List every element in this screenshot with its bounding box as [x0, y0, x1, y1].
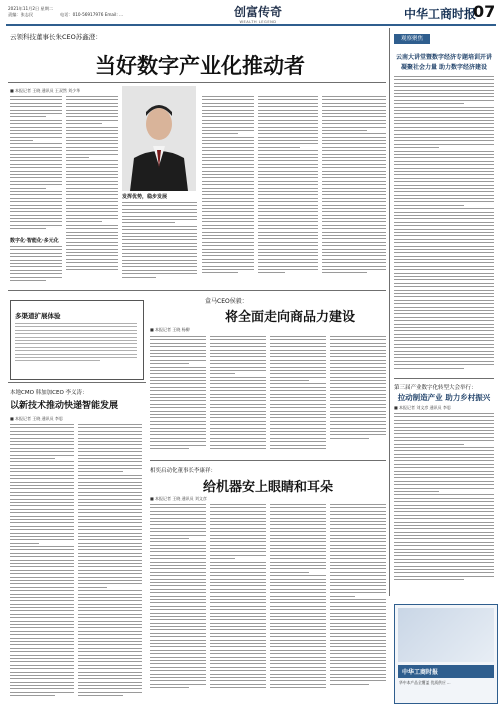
right-article-rule: [394, 378, 494, 379]
masthead-editor: 责编：张志民: [8, 12, 34, 17]
fourth-body-col4: [330, 504, 386, 700]
masthead-page-number: 07: [473, 2, 496, 21]
side-headline-1: 云南大讲堂暨数字经济专题培训开讲: [395, 54, 492, 61]
box-article: [10, 300, 144, 380]
second-headline: 将全面走向商品力建设: [224, 310, 355, 325]
main-body-col6: [322, 96, 386, 286]
masthead-logo: [232, 3, 284, 23]
box-body: [15, 323, 137, 375]
third-byline: ■ 本报记者 王晓 通讯员 李思: [10, 416, 63, 421]
second-kicker: 盒马CEO侯毅：: [205, 298, 248, 305]
main-headline: 当好数字产业化推动者: [95, 53, 305, 78]
second-body-col1: [150, 336, 206, 456]
masthead-logo-title: 创富传奇: [233, 5, 282, 19]
masthead-logo-sub: WEALTH LEGEND: [239, 20, 277, 24]
fourth-top-rule: [150, 460, 386, 461]
main-headline-rule: [8, 82, 386, 83]
masthead-date: 2021年11月2日 星期二: [8, 6, 54, 11]
side-headline-2: 凝聚社会力量 助力数字经济建设: [400, 64, 488, 71]
third-body-col2: [78, 424, 142, 700]
ad-image: [398, 608, 494, 662]
second-body-col3: [270, 336, 326, 456]
right-byline: ■ 本报记者 刘文彦 通讯员 李思: [394, 405, 451, 410]
portrait-illustration: [122, 86, 196, 191]
fourth-headline: 给机器安上眼睛和耳朵: [202, 480, 333, 495]
main-subhead-1: 数字化·智能化·多元化: [10, 238, 59, 244]
main-body-col5: [258, 96, 318, 286]
third-top-rule: [8, 382, 146, 383]
portrait-photo: [122, 86, 196, 191]
ad-title: 中华工商时报: [398, 665, 494, 678]
right-headline: 拉动制造产业 助力乡村振兴: [397, 393, 491, 402]
third-kicker: 本地CMO 韩加加CEO 李义涛：: [10, 390, 88, 396]
fourth-body-col2: [210, 504, 266, 700]
right-body: [394, 413, 494, 599]
main-body-col2: [66, 96, 118, 286]
fourth-body-col3: [270, 504, 326, 700]
ad-line: 华中本产品全覆盖 优质供应 ...: [399, 680, 451, 685]
ad-block: [394, 604, 498, 704]
main-body-col1: [10, 96, 62, 236]
fourth-byline: ■ 本报记者 王晓 通讯员 刘文彦: [150, 496, 207, 501]
box-label: 多渠道扩展体验: [15, 312, 61, 320]
main-body-col4: [202, 96, 254, 286]
main-body-col1b: [10, 246, 62, 286]
main-byline: ■ 本报记者 王晓 通讯员 王双然 刘少华: [10, 88, 81, 93]
second-top-rule: [8, 290, 386, 291]
third-body-col1: [10, 424, 74, 700]
third-headline: 以新技术推动快递智能发展: [10, 401, 119, 411]
side-body: [394, 76, 494, 376]
side-label: 观察聚焦: [394, 34, 430, 44]
main-kicker: 云领科技董事长朱CEO苏鑫澄：: [10, 33, 102, 41]
fourth-kicker: 相奕启动化董事长李康祥：: [150, 468, 217, 474]
masthead-paper-name: 中华工商时报: [404, 7, 477, 21]
masthead-contact: 电话：010-56917976 Email: ...: [60, 12, 124, 17]
right-kicker: 第三届产业数字化转型大会举行：: [394, 385, 477, 391]
second-byline: ■ 本报记者 王晓 杨柳: [150, 327, 190, 332]
main-subhead-2: 发挥优势，稳步发展: [122, 194, 168, 200]
second-body-col4: [330, 336, 386, 456]
masthead-rule: [6, 24, 496, 26]
second-body-col2: [210, 336, 266, 456]
fourth-body-col1: [150, 504, 206, 700]
main-body-col3: [122, 202, 197, 286]
